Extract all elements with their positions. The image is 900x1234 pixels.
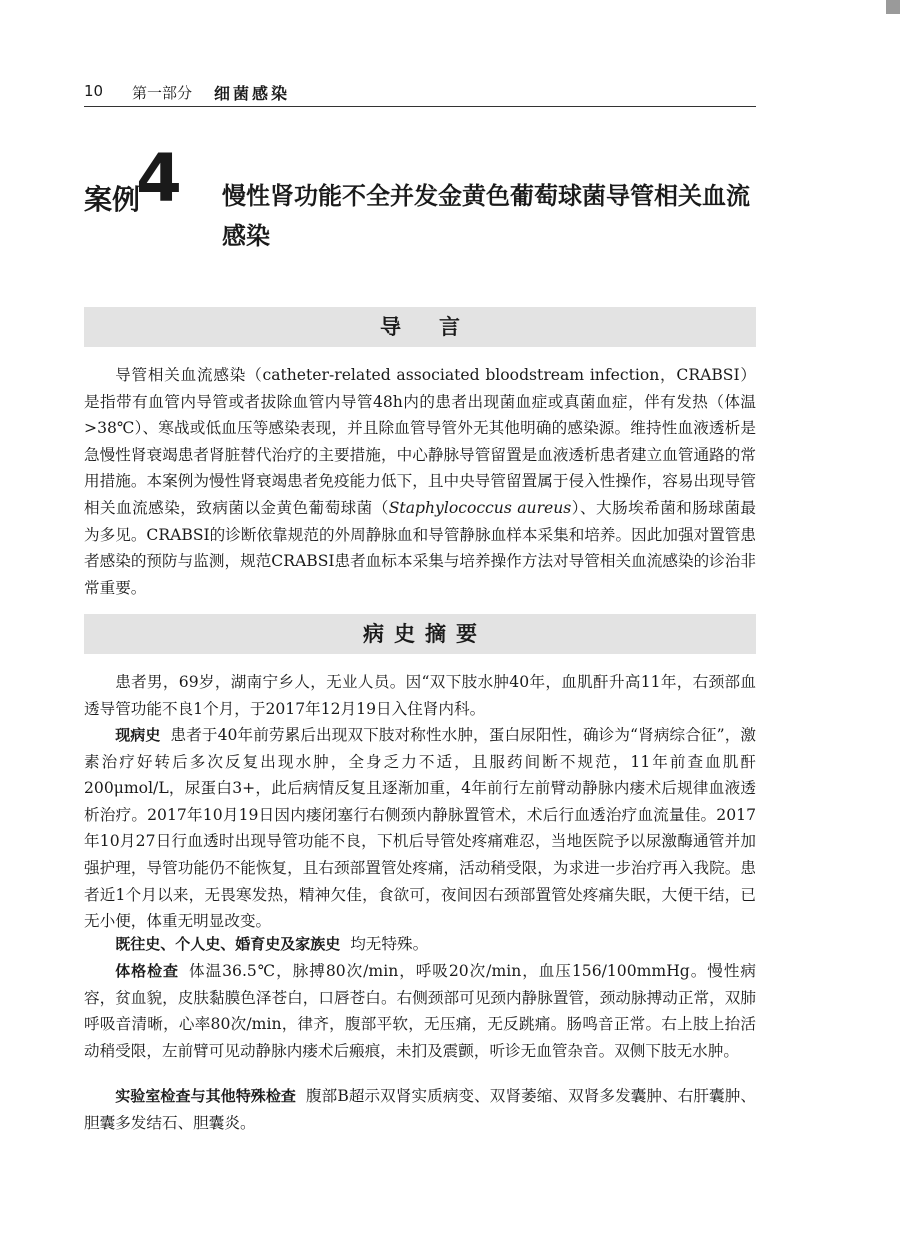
organism-name: Staphylococcus aureus <box>388 498 572 517</box>
present-illness-text: 患者于40年前劳累后出现双下肢对称性水肿，蛋白尿阳性，确诊为“肾病综合征”，激素治疗好转后多次反复出现水肿，全身乏力不适，且服药间断不规范，11年前查血肌酐200μmol/L，尿蛋白3+，此后病情反复且逐渐加重，4年前行左前臂动静脉内瘘术后规律血液透析治疗。2017年10月19日因内瘘闭塞行右侧颈内静脉置管术，术后行血透治疗血流量佳。2017年10月27日行血透时出现导管功能不良，下机后导管处疼痛难忍，当地医院予以尿激酶通管并加强护理，导管功能仍不能恢复，且右颈部置管处疼痛，活动稍受限，为求进一步治疗再入我院。患者近1个月以来，无畏寒发热，精神欠佳，食欲可，夜间因右颈部置管处疼痛失眠，大便干结，已无小便，体重无明显改变。 <box>84 726 756 931</box>
case-number: 4 <box>136 140 182 217</box>
running-header <box>84 80 756 107</box>
present-illness-paragraph <box>84 722 756 935</box>
history-heading: 病史摘要 <box>84 614 756 654</box>
physical-exam-paragraph <box>84 958 756 1064</box>
case-label: 案例 <box>84 183 141 216</box>
intro-paragraph <box>84 362 756 601</box>
lab-exam-paragraph <box>84 1083 756 1136</box>
part-label: 第一部分 <box>132 84 193 102</box>
past-history-label: 既往史、个人史、婚育史及家族史 <box>115 935 341 953</box>
case-title: 慢性肾功能不全并发金黄色葡萄球菌导管相关血流感染 <box>222 182 750 250</box>
intro-heading: 导言 <box>84 307 756 347</box>
past-history-text: 均无特殊。 <box>350 935 429 953</box>
case-heading <box>84 140 756 260</box>
general-info-paragraph: 患者男，69岁，湖南宁乡人，无业人员。因“双下肢水肿40年，血肌酐升高11年，右颈部血透导管功能不良1个月，于2017年12月19日入住肾内科。 <box>84 673 756 718</box>
intro-text-b: ）、大肠埃希菌和肠球菌最为多见。CRABSI的诊断依靠规范的外周静脉血和导管静脉血样本采集和培养。因此加强对置管患者感染的预防与监测，规范CRABSI患者血标本采集与培养操作方法对导管相关血流感染的诊治非常重要。 <box>84 498 756 597</box>
present-illness-label: 现病史 <box>115 726 161 744</box>
past-history-paragraph <box>84 931 756 958</box>
page-number: 10 <box>84 82 104 100</box>
physical-exam-text: 体温36.5℃，脉搏80次/min，呼吸20次/min，血压156/100mmHg。慢性病容，贫血貌，皮肤黏膜色泽苍白，口唇苍白。右侧颈部可见颈内静脉置管，颈动脉搏动正常，双肺呼吸音清晰，心率80次/min，律齐，腹部平软，无压痛，无反跳痛。肠鸣音正常。右上肢上抬活动稍受限，左前臂可见动静脉内瘘术后瘢痕，未扪及震颤，听诊无血管杂音。双侧下肢无水肿。 <box>84 962 756 1060</box>
section-label: 细菌感染 <box>214 84 291 103</box>
lab-exam-label: 实验室检查与其他特殊检查 <box>115 1087 296 1105</box>
page-corner-mark <box>886 0 900 14</box>
lab-exam-text: 腹部B超示双肾实质病变、双肾萎缩、双肾多发囊肿、右肝囊肿、胆囊多发结石、胆囊炎。 <box>84 1087 756 1132</box>
intro-text-a: 导管相关血流感染（catheter-related associated bloodstream infection，CRABSI）是指带有血管内导管或者拔除血管内导管48h内的患者出现菌血症或真菌血症，伴有发热（体温>38℃）、寒战或低血压等感染表现，并且除血管导管外无其他明确的感染源。维持性血液透析是急慢性肾衰竭患者肾脏替代治疗的主要措施，中心静脉导管留置是血液透析患者建立血管通路的常用措施。本案例为慢性肾衰竭患者免疫能力低下，且中央导管留置属于侵入性操作，容易出现导管相关血流感染，致病菌以金黄色葡萄球菌（ <box>84 366 756 517</box>
physical-exam-label: 体格检查 <box>115 962 180 980</box>
